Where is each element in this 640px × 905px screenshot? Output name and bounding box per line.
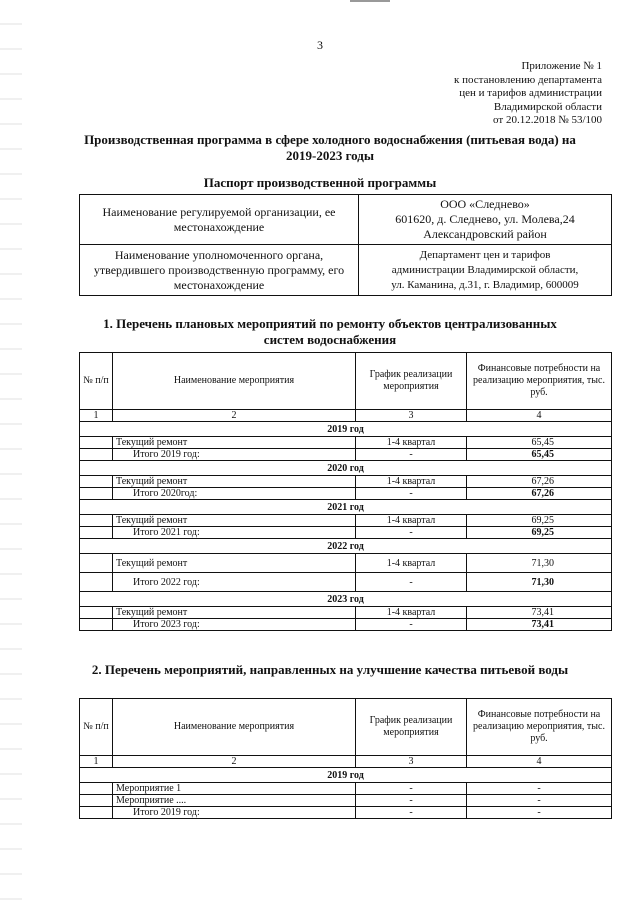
col-header-finance: Финансовые потребности на реализацию мероприятия, тыс. руб. — [467, 353, 612, 410]
total-label: Итого 2022 год: — [113, 573, 356, 592]
total-row — [80, 488, 612, 500]
index-row — [80, 410, 612, 422]
row-name: Мероприятие 1 — [113, 783, 356, 795]
index-cell: 1 — [80, 756, 113, 768]
year-row — [80, 500, 612, 515]
page-number: 3 — [317, 38, 323, 52]
row-amount: - — [467, 783, 612, 795]
year-row — [80, 592, 612, 607]
row-schedule: 1-4 квартал — [356, 515, 467, 527]
row-name: Текущий ремонт — [113, 515, 356, 527]
passport-heading: Паспорт производственной программы — [203, 175, 437, 190]
total-schedule: - — [356, 527, 467, 539]
year-label: 2022 год — [80, 539, 612, 554]
total-amount: 65,45 — [467, 449, 612, 461]
total-label: Итого 2023 год: — [113, 619, 356, 631]
total-row — [80, 573, 612, 592]
index-cell: 4 — [467, 756, 612, 768]
section2-heading: 2. Перечень мероприятий, направленных на улучшение качества питьевой воды — [91, 662, 569, 677]
row-number — [80, 619, 113, 631]
row-amount: 71,30 — [467, 554, 612, 573]
row-number — [80, 573, 113, 592]
total-schedule: - — [356, 449, 467, 461]
index-row — [80, 756, 612, 768]
year-row — [80, 461, 612, 476]
index-cell: 1 — [80, 410, 113, 422]
row-amount: 67,26 — [467, 476, 612, 488]
table-row — [80, 607, 612, 619]
table-row — [80, 476, 612, 488]
passport-value-line: 601620, д. Следнево, ул. Молева,24 — [395, 212, 575, 226]
total-label: Итого 2019 год: — [113, 449, 356, 461]
row-number — [80, 449, 113, 461]
row-amount: 65,45 — [467, 437, 612, 449]
section2-table — [79, 698, 612, 819]
col-header-schedule: График реализации мероприятия — [356, 699, 467, 756]
table-row — [80, 783, 612, 795]
passport-value-line: ООО «Следнево» — [440, 197, 530, 211]
col-header-number: № п/п — [80, 699, 113, 756]
row-schedule: 1-4 квартал — [356, 437, 467, 449]
row-schedule: 1-4 квартал — [356, 476, 467, 488]
passport-label: Наименование уполномоченного органа, утвердившего производственную программу, его местонахождение — [80, 245, 359, 296]
section1-table — [79, 352, 612, 631]
table-row — [80, 554, 612, 573]
row-number — [80, 488, 113, 500]
total-label: Итого 2019 год: — [113, 807, 356, 819]
annex-line: Владимирской области — [493, 100, 602, 113]
total-amount: 69,25 — [467, 527, 612, 539]
total-label: Итого 2021 год: — [113, 527, 356, 539]
year-row — [80, 768, 612, 783]
row-schedule: 1-4 квартал — [356, 554, 467, 573]
annex-line: цен и тарифов администрации — [459, 87, 602, 99]
row-name: Текущий ремонт — [113, 554, 356, 573]
passport-row — [80, 245, 612, 296]
row-number — [80, 515, 113, 527]
annex-line: от 20.12.2018 № 53/100 — [493, 114, 602, 126]
row-name: Текущий ремонт — [113, 476, 356, 488]
total-row — [80, 527, 612, 539]
total-schedule: - — [356, 619, 467, 631]
total-amount: 73,41 — [467, 619, 612, 631]
document-title: Производственная программа в сфере холодного водоснабжения (питьевая вода) на 2019-2023 годы — [84, 132, 576, 163]
row-amount: 73,41 — [467, 607, 612, 619]
annex-block — [412, 60, 602, 128]
col-header-number: № п/п — [80, 353, 113, 410]
row-number — [80, 807, 113, 819]
table-row — [80, 437, 612, 449]
passport-label: Наименование регулируемой организации, ее местонахождение — [80, 195, 359, 245]
row-name: Мероприятие .... — [113, 795, 356, 807]
row-name: Текущий ремонт — [113, 437, 356, 449]
passport-value-line: Александровский район — [423, 227, 547, 241]
year-row — [80, 422, 612, 437]
total-schedule: - — [356, 573, 467, 592]
year-row — [80, 539, 612, 554]
total-amount: 67,26 — [467, 488, 612, 500]
section1-heading: 1. Перечень плановых мероприятий по ремонту объектов централизованных систем водоснабжения — [103, 316, 557, 347]
total-label: Итого 2020год: — [113, 488, 356, 500]
passport-value — [359, 245, 612, 296]
total-row — [80, 619, 612, 631]
total-row — [80, 449, 612, 461]
row-name: Текущий ремонт — [113, 607, 356, 619]
row-schedule: 1-4 квартал — [356, 607, 467, 619]
total-amount: - — [467, 807, 612, 819]
annex-line: к постановлению департамента — [454, 73, 602, 86]
year-label: 2021 год — [80, 500, 612, 515]
passport-value-line: ул. Каманина, д.31, г. Владимир, 600009 — [391, 278, 579, 291]
col-header-schedule: График реализации мероприятия — [356, 353, 467, 410]
row-number — [80, 795, 113, 807]
row-number — [80, 476, 113, 488]
table-header-row — [80, 353, 612, 410]
row-schedule: - — [356, 783, 467, 795]
total-schedule: - — [356, 807, 467, 819]
row-number — [80, 527, 113, 539]
row-amount: - — [467, 795, 612, 807]
year-label: 2019 год — [80, 422, 612, 437]
total-row — [80, 807, 612, 819]
year-label: 2019 год — [80, 768, 612, 783]
total-schedule: - — [356, 488, 467, 500]
annex-line: Приложение № 1 — [521, 60, 602, 72]
total-amount: 71,30 — [467, 573, 612, 592]
passport-value-line: администрации Владимирской области, — [391, 263, 579, 276]
col-header-name: Наименование мероприятия — [113, 353, 356, 410]
passport-row — [80, 195, 612, 245]
col-header-name: Наименование мероприятия — [113, 699, 356, 756]
table-header-row — [80, 699, 612, 756]
row-amount: 69,25 — [467, 515, 612, 527]
scan-top-mark — [350, 0, 390, 2]
year-label: 2023 год — [80, 592, 612, 607]
index-cell: 3 — [356, 410, 467, 422]
index-cell: 4 — [467, 410, 612, 422]
passport-value — [359, 195, 612, 245]
passport-table — [79, 194, 612, 296]
table-row — [80, 515, 612, 527]
passport-value-line: Департамент цен и тарифов — [419, 248, 551, 261]
index-cell: 3 — [356, 756, 467, 768]
year-label: 2020 год — [80, 461, 612, 476]
row-number — [80, 607, 113, 619]
index-cell: 2 — [113, 410, 356, 422]
table-row — [80, 795, 612, 807]
index-cell: 2 — [113, 756, 356, 768]
row-number — [80, 437, 113, 449]
col-header-finance: Финансовые потребности на реализацию мероприятия, тыс. руб. — [467, 699, 612, 756]
row-number — [80, 554, 113, 573]
row-number — [80, 783, 113, 795]
row-schedule: - — [356, 795, 467, 807]
scan-edge-noise — [0, 0, 22, 905]
